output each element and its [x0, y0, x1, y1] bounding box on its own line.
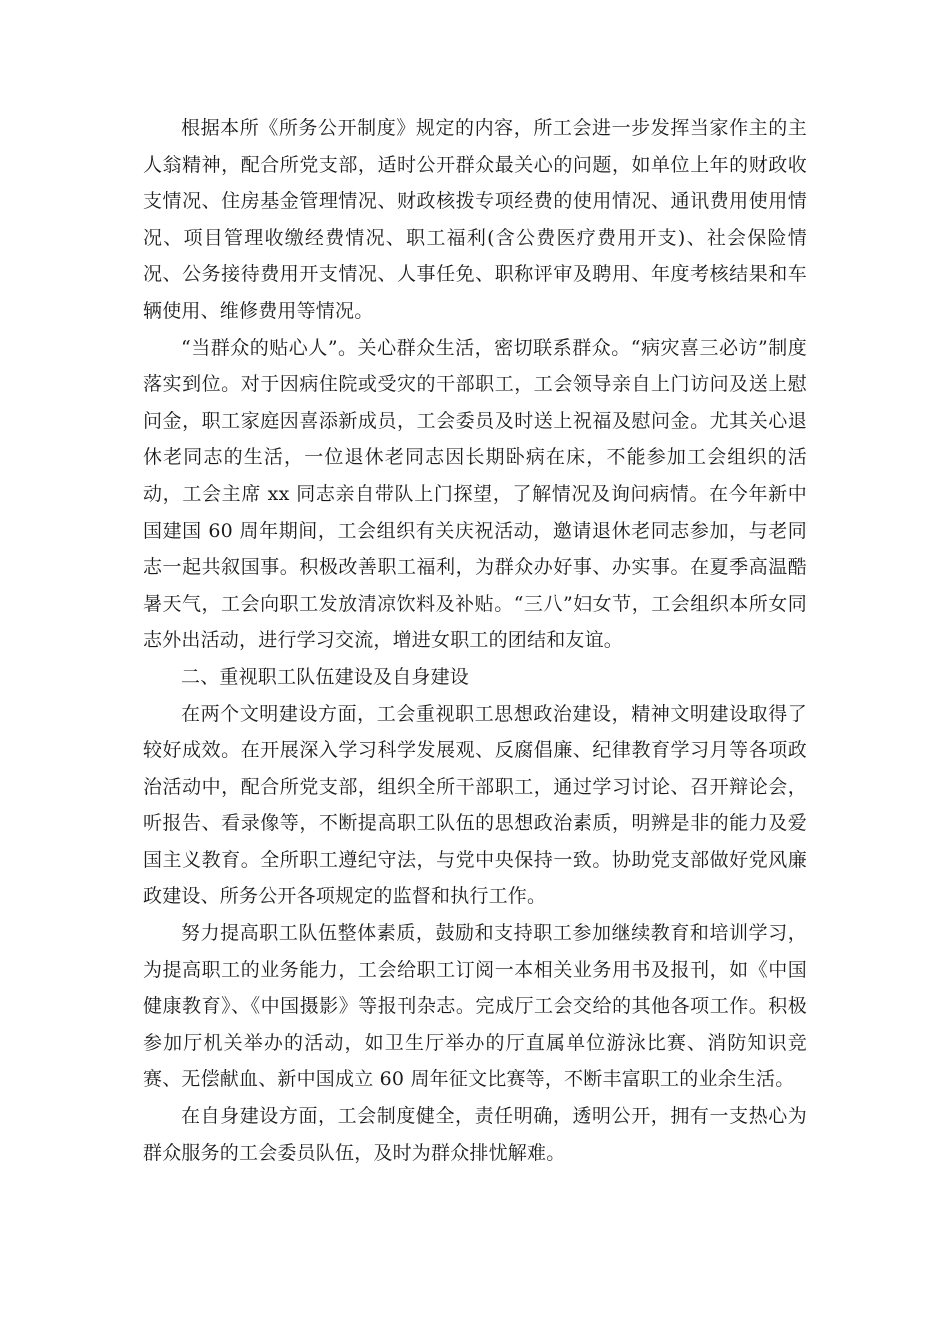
- paragraph-disclosure: 根据本所《所务公开制度》规定的内容，所工会进一步发挥当家作主的主人翁精神，配合所党支部，适时公开群众最关心的问题，如单位上年的财政收支情况、住房基金管理情况、财政核拨专项经费的使用情况、通讯费用使用情况、项目管理收缴经费情况、职工福利(含公费医疗费用开支)、社会保险情况、公务接待费用开支情况、人事任免、职称评审及聘用、年度考核结果和车辆使用、维修费用等情况。: [143, 117, 807, 322]
- paragraph-staff-quality: 努力提高职工队伍整体素质，鼓励和支持职工参加继续教育和培训学习，为提高职工的业务能力，工会给职工订阅一本相关业务用书及报刊，如《中国健康教育》、《中国摄影》等报刊杂志。完成厅工会交给的其他各项工作。积极参加厅机关举办的活动，如卫生厅举办的厅直属单位游泳比赛、消防知识竞赛、无偿献血、新中国成立 60 周年征文比赛等，不断丰富职工的业余生活。: [143, 922, 807, 1091]
- paragraph-caring-for-masses: “当群众的贴心人”。关心群众生活，密切联系群众。“病灾喜三必访”制度落实到位。对于因病住院或受灾的干部职工，工会领导亲自上门访问及送上慰问金，职工家庭因喜添新成员，工会委员及时送上祝福及慰问金。尤其关心退休老同志的生活，一位退休老同志因长期卧病在床，不能参加工会组织的活动，工会主席 xx 同志亲自带队上门探望，了解情况及询问病情。在今年新中国建国 60 周年期间，工会组织有关庆祝活动，邀请退休老同志参加，与老同志一起共叙国事。积极改善职工福利，为群众办好事、办实事。在夏季高温酷暑天气，工会向职工发放清凉饮料及补贴。“三八”妇女节，工会组织本所女同志外出活动，进行学习交流，增进女职工的团结和友谊。: [143, 336, 807, 652]
- document-body: [143, 110, 807, 1171]
- section-heading: 二、重视职工队伍建设及自身建设: [181, 665, 470, 688]
- paragraph-self-building: 在自身建设方面，工会制度健全，责任明确，透明公开，拥有一支热心为群众服务的工会委员队伍，及时为群众排忧解难。: [143, 1105, 807, 1164]
- paragraph-civilization-building: 在两个文明建设方面，工会重视职工思想政治建设，精神文明建设取得了较好成效。在开展深入学习科学发展观、反腐倡廉、纪律教育学习月等各项政治活动中，配合所党支部，组织全所干部职工，通过学习讨论、召开辩论会，听报告、看录像等，不断提高职工队伍的思想政治素质，明辨是非的能力及爱国主义教育。全所职工遵纪守法，与党中央保持一致。协助党支部做好党风廉政建设、所务公开各项规定的监督和执行工作。: [143, 702, 807, 908]
